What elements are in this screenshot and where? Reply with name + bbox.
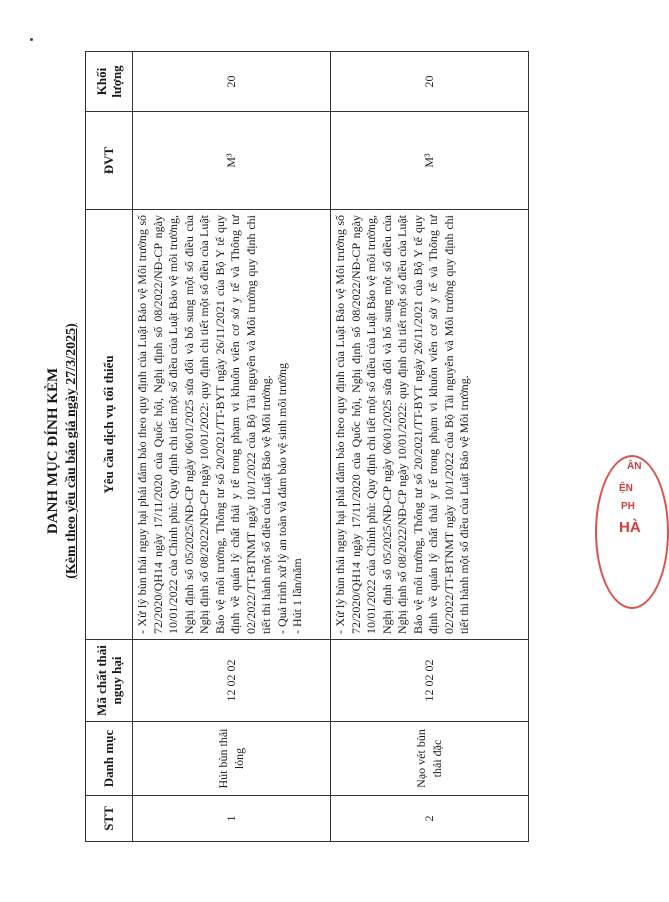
- table-row: [133, 52, 331, 842]
- header-category: Danh mục: [86, 722, 133, 796]
- header-unit: ĐVT: [86, 112, 133, 210]
- table-row: [331, 52, 529, 842]
- header-stt: STT: [86, 796, 133, 842]
- cell-requirements: [133, 210, 331, 640]
- cell-category: Hút bùn thải lỏng: [133, 722, 331, 796]
- cell-unit: M³: [331, 112, 529, 210]
- stamp-text: ÂN: [627, 461, 642, 472]
- cell-category: Nạo vét bùn thải đặc: [331, 722, 529, 796]
- header-quantity: Khối lượng: [86, 52, 133, 112]
- table-header-row: [86, 52, 133, 842]
- requirement-line: - Hút 1 lần/năm: [290, 558, 304, 634]
- red-seal-stamp: [595, 455, 669, 609]
- document-subtitle: [63, 0, 80, 902]
- cell-waste-code: 12 02 02: [133, 640, 331, 722]
- requirement-line: - Xử lý bùn thải nguy hại phải đảm bảo theo quy định của Luật Bảo vệ Môi trường số 72/2020/QH14 ngày 17/11/2020 của Quốc hội, Nghị định số 08/2022/NĐ-CP ngày 10/01/2022 của Chính phủ: Quy định chi tiết một số điều của Luật Bảo vệ môi trường, Nghị định số 05/2025/NĐ-CP ngày 06/01/2025 sửa đổi và bổ sung một số điều của Nghị định số 08/2022/NĐ-CP ngày 10/01/2022: quy định chi tiết một số điều của Luật Bảo vệ môi trường, Thông tư số 20/2021/TT-BYT ngày 26/11/2021 của Bộ Y tế quy định về quản lý chất thải y tế trong phạm vi khuôn viên cơ sở y tế và Thông tư 02/2022/TT-BTNMT ngày 10/1/2022 của Bộ Tài nguyên và Môi trường quy định chi tiết thi hành một số điều của Luật Bảo vệ Môi trường.: [333, 215, 471, 634]
- cell-quantity: 20: [331, 52, 529, 112]
- attachment-table: [85, 51, 529, 842]
- stamp-text: PH: [621, 501, 635, 512]
- stamp-text: ỆN: [619, 483, 633, 494]
- requirement-line: - Quá trình xử lý an toàn và đảm bảo vệ sinh môi trường: [274, 363, 289, 634]
- header-waste-code: Mã chất thải nguy hại: [86, 640, 133, 722]
- cell-quantity: 20: [133, 52, 331, 112]
- cell-stt: 1: [133, 796, 331, 842]
- cell-requirements: [331, 210, 529, 640]
- stamp-text: HÀ: [619, 519, 641, 536]
- cell-waste-code: 12 02 02: [331, 640, 529, 722]
- document-title: DANH MỤC ĐÍNH KÈM: [45, 367, 61, 535]
- document-subtitle-text: (Kèm theo yêu cầu báo giá ngày 27/3/2025): [64, 323, 79, 579]
- requirement-line: - Xử lý bùn thải nguy hại phải đảm bảo theo quy định của Luật Bảo vệ Môi trường số 72/2020/QH14 ngày 17/11/2020 của Quốc hội, Nghị định số 08/2022/NĐ-CP ngày 10/01/2022 của Chính phủ: Quy định chi tiết một số điều của Luật Bảo vệ môi trường, Nghị định số 05/2025/NĐ-CP ngày 06/01/2025 sửa đổi và bổ sung một số điều của Nghị định số 08/2022/NĐ-CP ngày 10/01/2022: quy định chi tiết một số điều của Luật Bảo vệ môi trường, Thông tư số 20/2021/TT-BYT ngày 26/11/2021 của Bộ Y tế quy định về quản lý chất thải y tế trong phạm vi khuôn viên cơ sở y tế và Thông tư 02/2022/TT-BTNMT ngày 10/1/2022 của Bộ Tài nguyên và Môi trường quy định chi tiết thi hành một số điều của Luật Bảo vệ Môi trường.: [135, 215, 273, 634]
- cell-unit: M³: [133, 112, 331, 210]
- cell-stt: 2: [331, 796, 529, 842]
- header-requirements: Yêu cầu dịch vụ tối thiểu: [86, 210, 133, 640]
